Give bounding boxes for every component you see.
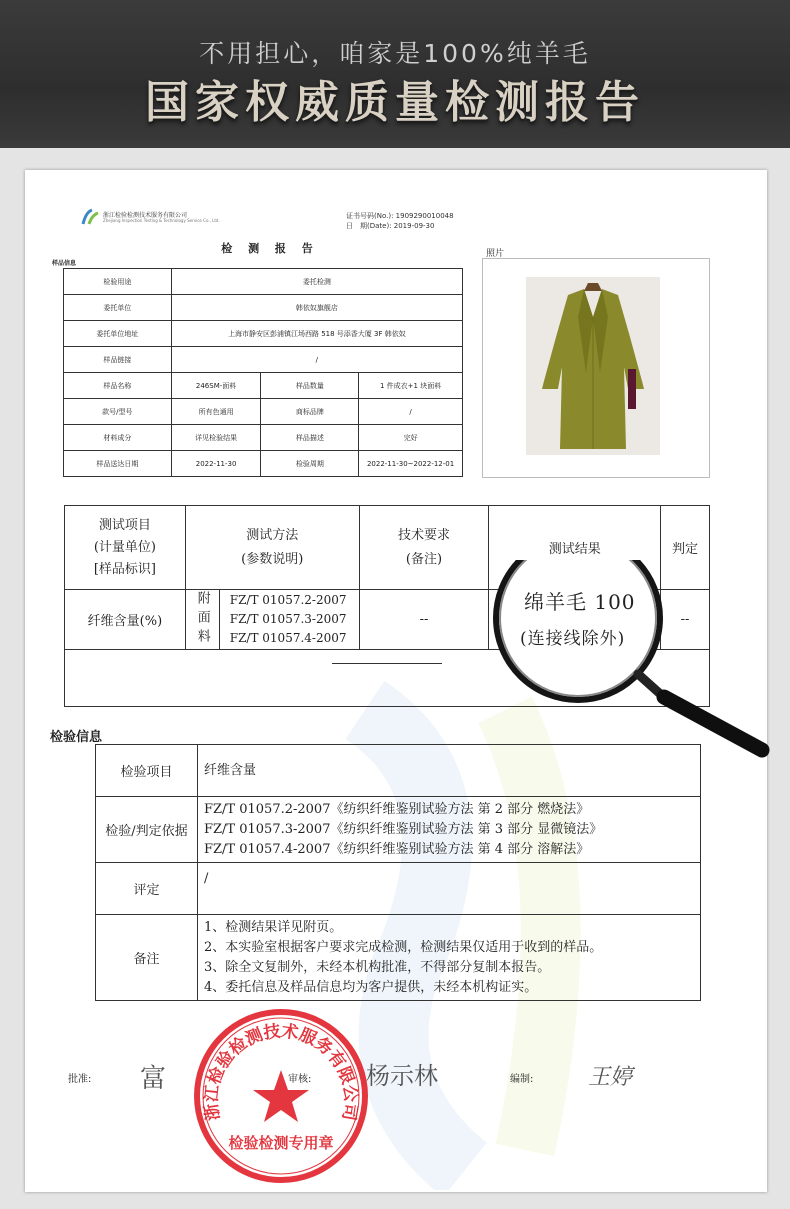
magnified-result-line1: 绵羊毛 100 bbox=[524, 590, 636, 614]
field-label: 委托单位地址 bbox=[64, 321, 172, 347]
table-row bbox=[64, 347, 463, 373]
header-line: [样品标识] bbox=[93, 561, 156, 577]
field-value: 1 件成衣+1 块面料 bbox=[359, 373, 463, 399]
review-signature: 杨示林 bbox=[366, 1062, 438, 1090]
header-line: (备注) bbox=[405, 551, 443, 567]
magnified-result-line2: (连接线除外) bbox=[520, 629, 626, 649]
table-row bbox=[96, 797, 701, 863]
review-label: 审核: bbox=[288, 1074, 312, 1085]
header-line: (计量单位) bbox=[93, 539, 156, 555]
field-value: 2022-11-30~2022-12-01 bbox=[359, 451, 463, 477]
table-row bbox=[64, 321, 463, 347]
col-header-requirement bbox=[359, 506, 489, 590]
sample-info-table bbox=[63, 268, 463, 477]
method-line: FZ/T 01057.2-2007 bbox=[229, 593, 347, 607]
approve-signature: 富 bbox=[140, 1064, 167, 1094]
note-line: 2、本实验室根据客户要求完成检测，检测结果仅适用于收到的样品。 bbox=[204, 939, 603, 955]
header-line: 技术要求 bbox=[397, 527, 450, 543]
field-label: 商标品牌 bbox=[261, 399, 359, 425]
test-judgement: -- bbox=[661, 590, 710, 650]
field-value: 纤维含量 bbox=[198, 745, 701, 797]
table-row bbox=[64, 269, 463, 295]
banner-subtitle: 不用担心，咱家是100%纯羊毛 bbox=[199, 39, 591, 68]
inspection-info-title: 检验信息 bbox=[50, 730, 103, 745]
sample-part: 附面料 bbox=[185, 590, 219, 650]
field-value: / bbox=[171, 347, 462, 373]
field-label: 检验/判定依据 bbox=[96, 797, 198, 863]
field-value: 上海市静安区彭浦镇江场西路 518 号添香大厦 3F 韩依奴 bbox=[171, 321, 462, 347]
field-label: 样品名称 bbox=[64, 373, 172, 399]
org-name-en: Zhejiang Inspection Testing & Technology Service Co., Ltd. bbox=[103, 218, 220, 223]
certificate-date: 日 期(Date): 2019-09-30 bbox=[346, 222, 435, 230]
field-value: 委托检测 bbox=[171, 269, 462, 295]
header-banner bbox=[0, 0, 790, 148]
table-row bbox=[96, 863, 701, 915]
banner-title: 国家权威质量检测报告 bbox=[145, 77, 645, 128]
col-header-method bbox=[185, 506, 359, 590]
org-name: 浙江检验检测技术服务有限公司 bbox=[103, 212, 188, 219]
basis-line: FZ/T 01057.3-2007《纺织纤维鉴别试验方法 第 3 部分 显微镜法》 bbox=[204, 821, 603, 837]
test-requirement: -- bbox=[359, 590, 489, 650]
basis-line: FZ/T 01057.4-2007《纺织纤维鉴别试验方法 第 4 部分 溶解法》 bbox=[204, 841, 590, 857]
col-header-judgement: 判定 bbox=[661, 506, 710, 590]
field-label: 样品链接 bbox=[64, 347, 172, 373]
report-title: 检 测 报 告 bbox=[221, 242, 319, 255]
col-header-item bbox=[65, 506, 186, 590]
table-row bbox=[64, 451, 463, 477]
header-line: (参数说明) bbox=[241, 551, 304, 567]
org-logo-icon bbox=[80, 208, 100, 226]
header-line: 测试方法 bbox=[246, 527, 299, 543]
seal-ring-text: 浙江检验检测技术服务有限公司 bbox=[201, 1021, 361, 1122]
seal-star-icon bbox=[253, 1070, 312, 1122]
table-row bbox=[64, 399, 463, 425]
field-value bbox=[198, 915, 701, 1001]
coat-photo bbox=[526, 277, 660, 455]
field-label: 材料成分 bbox=[64, 425, 172, 451]
table-row bbox=[64, 295, 463, 321]
field-label: 委托单位 bbox=[64, 295, 172, 321]
blank-line bbox=[332, 663, 442, 664]
sample-info-label: 样品信息 bbox=[52, 260, 77, 267]
field-value: 246SM-面料 bbox=[171, 373, 261, 399]
field-value: 完好 bbox=[359, 425, 463, 451]
field-value: 详见检验结果 bbox=[171, 425, 261, 451]
photo-label: 照片 bbox=[486, 249, 505, 259]
official-seal bbox=[193, 1008, 369, 1184]
field-label: 样品送达日期 bbox=[64, 451, 172, 477]
field-value: / bbox=[359, 399, 463, 425]
prepare-label: 编制: bbox=[510, 1074, 534, 1085]
field-label: 检验项目 bbox=[96, 745, 198, 797]
field-value: 韩依奴旗舰店 bbox=[171, 295, 462, 321]
prepare-signature: 王婷 bbox=[588, 1065, 633, 1090]
note-line: 1、检测结果详见附页。 bbox=[204, 919, 343, 935]
header-line: 测试项目 bbox=[98, 517, 151, 533]
field-value bbox=[198, 797, 701, 863]
note-line: 3、除全文复制外，未经本机构批准，不得部分复制本报告。 bbox=[204, 959, 551, 975]
certificate-number: 证书号码(No.): 1909290010048 bbox=[346, 212, 454, 220]
seal-bottom-text: 检验检测专用章 bbox=[228, 1134, 334, 1152]
method-line: FZ/T 01057.3-2007 bbox=[229, 612, 347, 626]
test-item: 纤维含量(%) bbox=[65, 590, 186, 650]
method-line: FZ/T 01057.4-2007 bbox=[229, 631, 347, 645]
table-row bbox=[96, 745, 701, 797]
field-value: 2022-11-30 bbox=[171, 451, 261, 477]
field-label: 检验用途 bbox=[64, 269, 172, 295]
col-header-result: 测试结果 bbox=[489, 506, 661, 590]
field-value: 所有色通用 bbox=[171, 399, 261, 425]
field-label: 款号/型号 bbox=[64, 399, 172, 425]
field-label: 检验周期 bbox=[261, 451, 359, 477]
table-row bbox=[96, 915, 701, 1001]
field-value: / bbox=[198, 863, 701, 915]
note-line: 4、委托信息及样品信息均为客户提供，未经本机构证实。 bbox=[204, 979, 538, 995]
table-row bbox=[64, 425, 463, 451]
test-methods bbox=[219, 590, 359, 650]
field-label: 样品描述 bbox=[261, 425, 359, 451]
field-label: 样品数量 bbox=[261, 373, 359, 399]
table-row bbox=[64, 373, 463, 399]
field-label: 备注 bbox=[96, 915, 198, 1001]
inspection-info-table bbox=[95, 744, 701, 1001]
approve-label: 批准: bbox=[68, 1074, 92, 1085]
field-label: 评定 bbox=[96, 863, 198, 915]
basis-line: FZ/T 01057.2-2007《纺织纤维鉴别试验方法 第 2 部分 燃烧法》 bbox=[204, 801, 590, 817]
